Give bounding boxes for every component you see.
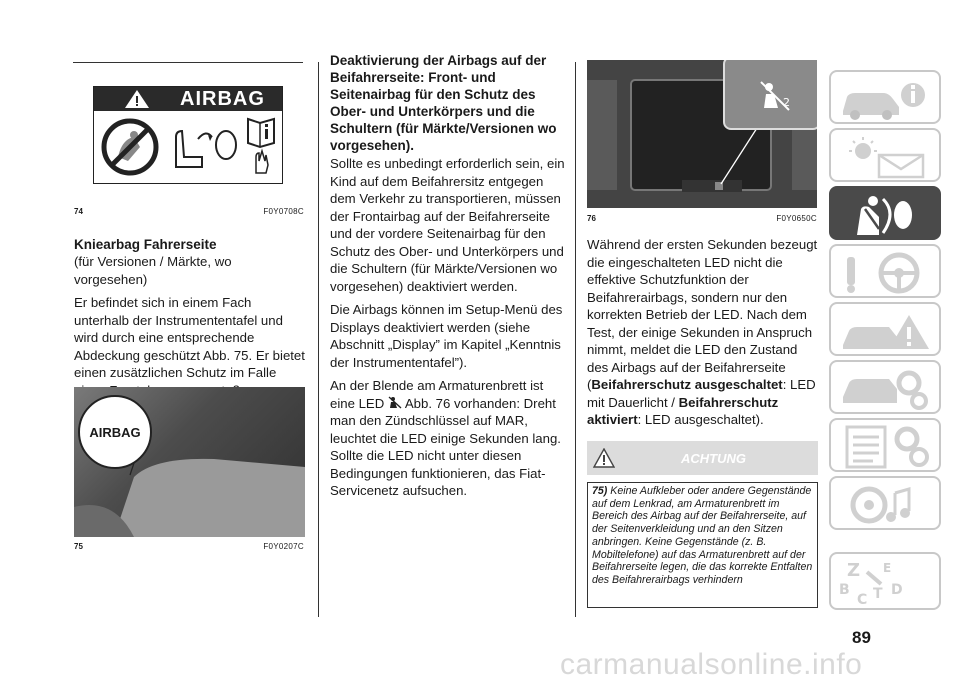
- paragraph-3-end: Abb. 76 vorhanden: Dreht man den Zündschlüssel auf MAR, leuchtet die LED einige Sekunden lang. Sollte die LED nicht unter diesen Bedingungen funktionieren, das Fiat-Servicenetz aufsuchen.: [330, 395, 561, 498]
- paragraph-3: [330, 377, 567, 500]
- car-info-icon: [839, 77, 935, 121]
- section-subheading: (für Versionen / Märkte, wo vorgesehen): [74, 254, 232, 287]
- col3-text: [587, 236, 819, 435]
- figure-74-caption: [74, 207, 304, 216]
- passenger-protection-on: Beifahrerschutz aktiviert: [587, 394, 779, 427]
- seat-airbag-diagram-icon: [168, 117, 240, 177]
- page-number: 89: [852, 628, 871, 647]
- figure-76-caption: [587, 214, 817, 223]
- tab-vehicle-info[interactable]: [829, 70, 941, 124]
- figure-76: [587, 60, 817, 208]
- paragraph-middle: : LED mit Dauerlicht /: [587, 377, 816, 410]
- paragraph-2: Die Airbags können im Setup-Menü des Displays deaktiviert werden (siehe Abschnitt „Display” im Kapitel „Kenntnis der Instrumententafel”).: [330, 302, 563, 370]
- warning-box: [587, 441, 818, 609]
- manual-info-icon: [244, 115, 280, 177]
- multimedia-icon: [839, 483, 935, 527]
- warning-body: [587, 482, 818, 608]
- airbag-seat-icon: [839, 193, 935, 237]
- warning-triangle-icon: [593, 448, 615, 468]
- index-letter: Z: [847, 560, 861, 581]
- warning-triangle-icon: [124, 89, 150, 109]
- tab-technical-data[interactable]: [829, 418, 941, 472]
- figure-code: F0Y0708C: [263, 207, 304, 216]
- col-divider-1: [318, 62, 319, 617]
- tab-emergency[interactable]: [829, 302, 941, 356]
- paragraph-1: Sollte es unbedingt erforderlich sein, ein Kind auf dem Beifahrersitz entgegen dem Verkehr zu transportieren, müssen der Frontairbag auf der Beifahrerseite und der vordere Seitenairbag für den Schutz des Ober- und Unterkörpers und die Schultern (für Märkte/Versionen wo vorgesehen) deaktiviert werden.: [330, 156, 565, 294]
- warning-lights-icon: [839, 135, 935, 179]
- warning-title: ACHTUNG: [681, 451, 746, 466]
- paragraph-start: Während der ersten Sekunden bezeugt die eingeschalteten LED nicht die effektive Schutzfunktion der Beifahrerairbags, sondern nur den korrekten Betrieb der LED. Nach dem Test, der einige Sekunden in Anspruch nimmt, meldet die LED den Zustand des Airbags auf der Beifahrerseite (: [587, 237, 818, 392]
- tab-maintenance[interactable]: [829, 360, 941, 414]
- index-icon: [839, 558, 935, 606]
- tab-multimedia[interactable]: [829, 476, 941, 530]
- figure-number: 74: [74, 207, 83, 216]
- no-child-seat-icon: [100, 117, 160, 177]
- warning-text: Keine Aufkleber oder andere Gegenstände auf dem Lenkrad, am Armaturenbrett im Bereich des Airbag auf der Beifahrerseite, auf der Seitenverkleidung und an den Sitzen anbringen. Keine Gegenstände (z. B. Mobiltelefone) auf das Armaturenbrett auf der Beifahrerseite legen, die das korrekte Entfalten des Beifahrerairbags verhindern: [592, 485, 813, 586]
- section-heading: Deaktivierung der Airbags auf der Beifahrerseite: Front- und Seitenairbag für den Schutz des Ober- und Unterkörpers und die Schultern (für Märkte/Versionen wo vorgesehen).: [330, 53, 557, 153]
- svg-text:2: 2: [783, 96, 790, 109]
- figure-number: 75: [74, 542, 83, 551]
- paragraph-end: : LED ausgeschaltet).: [637, 412, 764, 427]
- tab-index[interactable]: [829, 552, 941, 610]
- passenger-protection-off: Beifahrerschutz ausgeschaltet: [591, 377, 783, 392]
- section-heading: Kniearbag Fahrerseite: [74, 237, 217, 252]
- figure-75-caption: [74, 542, 304, 551]
- col-divider-2: [575, 62, 576, 617]
- index-letter: B: [839, 582, 850, 598]
- steering-wheel-key-icon: [839, 251, 935, 295]
- col1-top-rule: [73, 62, 303, 63]
- tab-safety[interactable]: [829, 186, 941, 240]
- figure-74: [93, 86, 283, 184]
- figure-code: F0Y0650C: [776, 214, 817, 223]
- warning-number: 75): [592, 485, 608, 497]
- airbag-callout: [78, 395, 152, 469]
- technical-data-icon: [839, 425, 935, 469]
- airbag-label: AIRBAG: [180, 88, 265, 110]
- figure-75: [74, 387, 305, 537]
- warning-header: [587, 441, 818, 475]
- maintenance-icon: [839, 367, 935, 411]
- led-status-paragraph: [587, 236, 819, 429]
- index-letter: C: [857, 592, 868, 606]
- paragraph: Er befindet sich in einem Fach unterhalb der Instrumententafel und wird durch eine entsprechende Abdeckung geschützt Abb. 75. Er bietet einen zusätzlichen Schutz im Falle: [74, 295, 305, 380]
- paragraph-3-start: An der Blende am Armaturenbrett ist eine LED: [330, 378, 544, 411]
- index-letter: T: [873, 586, 883, 602]
- passenger-airbag-off-icon: [759, 80, 793, 112]
- watermark: carmanualsonline.info: [560, 648, 863, 681]
- passenger-airbag-off-icon: [388, 396, 402, 409]
- index-letter: E: [883, 561, 892, 575]
- index-letter: D: [891, 582, 903, 598]
- airbag-warning-banner: [94, 87, 282, 111]
- col2-text: [330, 52, 567, 506]
- breakdown-icon: [839, 309, 935, 353]
- figure-number: 76: [587, 214, 596, 223]
- tab-warning-lights[interactable]: [829, 128, 941, 182]
- airbag-callout-label: AIRBAG: [89, 425, 141, 440]
- figure-code: F0Y0207C: [263, 542, 304, 551]
- col1-text: [74, 236, 306, 405]
- tab-starting-driving[interactable]: [829, 244, 941, 298]
- led-callout: [723, 60, 817, 130]
